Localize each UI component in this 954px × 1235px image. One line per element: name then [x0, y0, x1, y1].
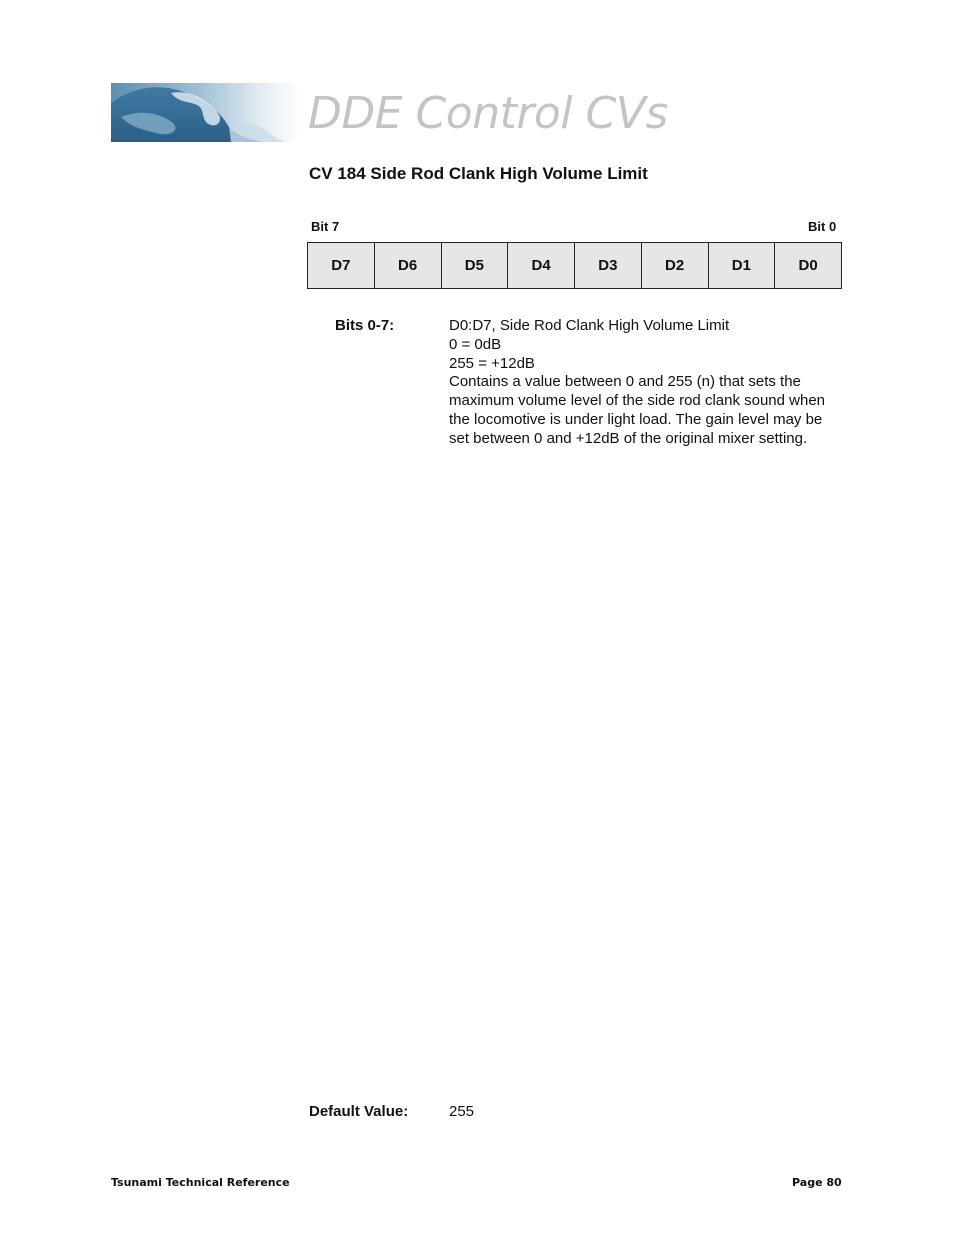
bit-7-label: Bit 7 — [311, 219, 340, 234]
bits-label: Bits 0-7: — [335, 317, 395, 334]
default-value: 255 — [449, 1103, 475, 1120]
bits-description-line: the locomotive is under light load. The gain level may be — [449, 410, 823, 428]
default-value-label: Default Value: — [309, 1103, 409, 1120]
bit-cell-d7: D7 — [308, 243, 375, 289]
bit-cell-d2: D2 — [641, 243, 708, 289]
bits-description-line: Contains a value between 0 and 255 (n) that sets the — [449, 373, 801, 391]
bit-table-row — [308, 243, 842, 289]
bits-description — [449, 317, 849, 449]
bit-table — [307, 242, 842, 289]
bit-0-label: Bit 0 — [808, 219, 837, 234]
bit-cell-d0: D0 — [775, 243, 842, 289]
footer-document-title: Tsunami Technical Reference — [111, 1176, 290, 1189]
bits-description-line: maximum volume level of the side rod clank sound when — [449, 392, 826, 410]
ocean-wave-image — [111, 83, 301, 142]
bits-description-line: 255 = +12dB — [449, 354, 535, 372]
footer-page-number: Page 80 — [792, 1176, 842, 1189]
bits-description-line: 0 = 0dB — [449, 335, 502, 353]
bit-cell-d5: D5 — [441, 243, 508, 289]
section-heading: CV 184 Side Rod Clank High Volume Limit — [309, 164, 648, 183]
bits-description-line: D0:D7, Side Rod Clank High Volume Limit — [449, 317, 730, 334]
bit-cell-d6: D6 — [374, 243, 441, 289]
bit-cell-d3: D3 — [575, 243, 642, 289]
bit-cell-d4: D4 — [508, 243, 575, 289]
bit-cell-d1: D1 — [708, 243, 775, 289]
page-title: DDE Control CVs — [308, 88, 668, 139]
wave-graphic — [111, 83, 301, 142]
bits-description-line: set between 0 and +12dB of the original mixer setting. — [449, 429, 808, 447]
